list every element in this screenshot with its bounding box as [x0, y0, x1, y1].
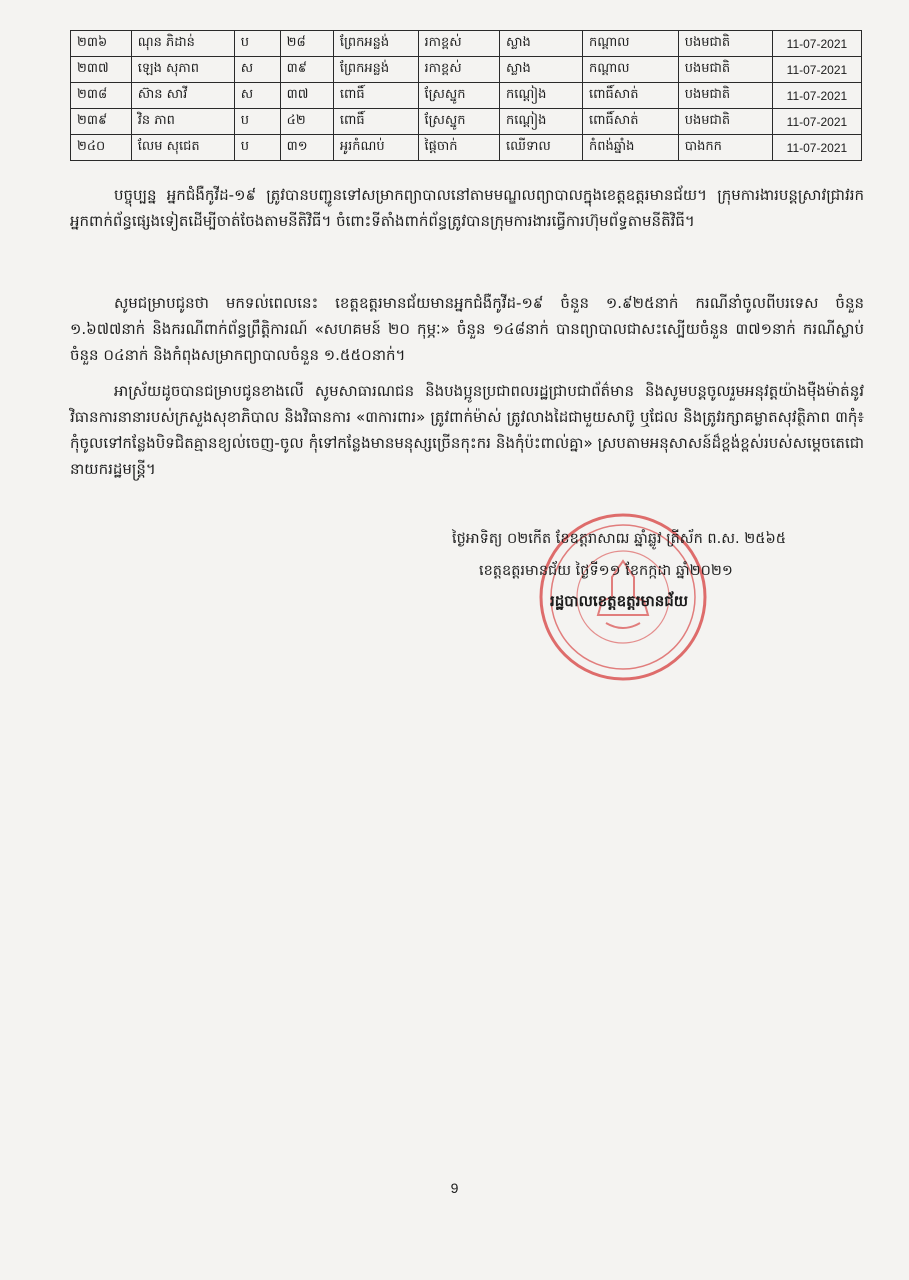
cell-province: កណ្ដាល	[582, 57, 678, 83]
cell-sex: ប	[234, 31, 280, 57]
cases-table-body	[71, 31, 862, 161]
table-row	[71, 135, 862, 161]
cell-date: 11-07-2021	[772, 109, 861, 135]
cell-name: ឡេង សុភាព	[131, 57, 234, 83]
cell-province: ពោធិ៍សាត់	[582, 83, 678, 109]
paragraph-statistics	[70, 290, 864, 368]
cell-province: កំពង់ឆ្នាំង	[582, 135, 678, 161]
table-row	[71, 83, 862, 109]
cell-date: 11-07-2021	[772, 135, 861, 161]
cell-age: ២៨	[280, 31, 333, 57]
cell-date: 11-07-2021	[772, 83, 861, 109]
paragraph-treatment	[70, 182, 864, 234]
signature-office: រដ្ឋបាលខេត្តឧត្តរមានជ័យ	[550, 592, 689, 610]
cell-type: បងមជាតិ	[678, 31, 772, 57]
cell-no: ២៣៦	[71, 31, 132, 57]
cell-province: ពោធិ៍សាត់	[582, 109, 678, 135]
cell-village: អូរកំណប់	[333, 135, 418, 161]
cell-district: ស្លាង	[500, 57, 583, 83]
cell-commune: រកាខ្ពស់	[418, 57, 499, 83]
cell-district: ឈើទាល	[500, 135, 583, 161]
cell-village: ព្រែកអន្លង់	[333, 57, 418, 83]
cell-district: កណ្ដៀង	[500, 109, 583, 135]
cell-sex: ស	[234, 57, 280, 83]
cell-sex: ប	[234, 109, 280, 135]
table-row	[71, 31, 862, 57]
cell-district: ស្លាង	[500, 31, 583, 57]
cell-name: ណុន ភិដាន់	[131, 31, 234, 57]
cell-type: បងមជាតិ	[678, 109, 772, 135]
cell-village: ពោធិ៍	[333, 83, 418, 109]
signature-place-line: ខេត្តឧត្តរមានជ័យ ថ្ងៃទី១១ ខែកក្កដា ឆ្នាំ២០២១	[479, 563, 733, 579]
paragraph-advice	[70, 378, 864, 482]
cell-name: វិន ភាព	[131, 109, 234, 135]
cell-age: ៤២	[280, 109, 333, 135]
cell-name: ស៊ាន សាវី	[131, 83, 234, 109]
cell-commune: ផ្ដៃចាក់	[418, 135, 499, 161]
signature-date-line: ថ្ងៃអាទិត្យ ០២កើត ខែឧត្តរាសាឍ ឆ្នាំឆ្លូវ ត្រីស័ក ព.ស. ២៥៦៥	[452, 531, 787, 547]
cases-table	[70, 30, 862, 161]
cell-district: កណ្ដៀង	[500, 83, 583, 109]
cell-commune: ស្រែស្នូក	[418, 109, 499, 135]
cell-type: បងមជាតិ	[678, 83, 772, 109]
cell-commune: ស្រែស្នូក	[418, 83, 499, 109]
cell-name: លែម សុជេត	[131, 135, 234, 161]
table-row	[71, 109, 862, 135]
paragraph-statistics-text: សូមជម្រាបជូនថា មកទល់ពេលនេះ ខេត្តឧត្តរមានជ័យមានអ្នកជំងឺកូវីដ-១៩ ចំនួន ១.៩២៥នាក់ ករណីនាំចូលពីបរទេស ចំនួន ១.៦៧៧នាក់ និងករណីពាក់ព័ន្ធព្រឹត្តិការណ៍ «សហគមន៍ ២០ កុម្ភៈ» ចំនួន ១៤៨នាក់ បានព្យាបាលជាសះស្បើយចំនួន ៣៧១នាក់ ករណីស្លាប់ចំនួន ០៤នាក់ និងកំពុងសម្រាកព្យាបាលចំនួន ១.៥៥០នាក់។	[70, 294, 864, 364]
cell-commune: រកាខ្ពស់	[418, 31, 499, 57]
cell-type: បងមជាតិ	[678, 57, 772, 83]
cell-no: ២៣៩	[71, 109, 132, 135]
cell-sex: ស	[234, 83, 280, 109]
cell-age: ៣១	[280, 135, 333, 161]
cell-village: ព្រែកអន្លង់	[333, 31, 418, 57]
cell-no: ២៣៧	[71, 57, 132, 83]
paragraph-treatment-text: បច្ចុប្បន្ន អ្នកជំងឺកូវីដ-១៩ ត្រូវបានបញ្ជូនទៅសម្រាកព្យាបាលនៅតាមមណ្ឌលព្យាបាលក្នុងខេត្តឧត្តរមានជ័យ។ ក្រុមការងារបន្តស្រាវជ្រាវរកអ្នកពាក់ព័ន្ធផ្សេងទៀតដើម្បីចាត់ចែងតាមនីតិវិធី។ ចំពោះទីតាំងពាក់ព័ន្ធត្រូវបានក្រុមការងារធ្វើការហ៊ុមព័ទ្ធតាមនីតិវិធី។	[70, 186, 864, 230]
paragraph-advice-text: អាស្រ័យដូចបានជម្រាបជូនខាងលើ សូមសាធារណជន និងបងប្អូនប្រជាពលរដ្ឋជ្រាបជាព័ត៌មាន និងសូមបន្តចូលរួមអនុវត្តយ៉ាងម៉ឺងម៉ាត់នូវវិធានការនានារបស់ក្រសួងសុខាភិបាល និងវិធានការ «៣ការពារ» ត្រូវពាក់ម៉ាស់ ត្រូវលាងដៃជាមួយសាប៊ូ ឬជែល និងត្រូវរក្សាគម្លាតសុវត្ថិភាព ៣កុំ៖ កុំចូលទៅកន្លែងបិទជិតគ្មានខ្យល់ចេញ-ចូល កុំទៅកន្លែងមានមនុស្សច្រើនកុះករ និងកុំប៉ះពាល់គ្នា» ស្របតាមអនុសាសន៍ដ៏ខ្ពង់ខ្ពស់របស់សម្ដេចតេជោនាយករដ្ឋមន្ត្រី។	[70, 382, 864, 478]
cell-date: 11-07-2021	[772, 31, 861, 57]
cell-date: 11-07-2021	[772, 57, 861, 83]
cell-no: ២៤០	[71, 135, 132, 161]
cell-age: ៣៧	[280, 83, 333, 109]
cell-no: ២៣៨	[71, 83, 132, 109]
cell-type: បាងកក	[678, 135, 772, 161]
table-row	[71, 57, 862, 83]
cell-sex: ប	[234, 135, 280, 161]
cell-province: កណ្ដាល	[582, 31, 678, 57]
cell-age: ៣៩	[280, 57, 333, 83]
cell-village: ពោធិ៍	[333, 109, 418, 135]
page-number: 9	[450, 1180, 459, 1196]
